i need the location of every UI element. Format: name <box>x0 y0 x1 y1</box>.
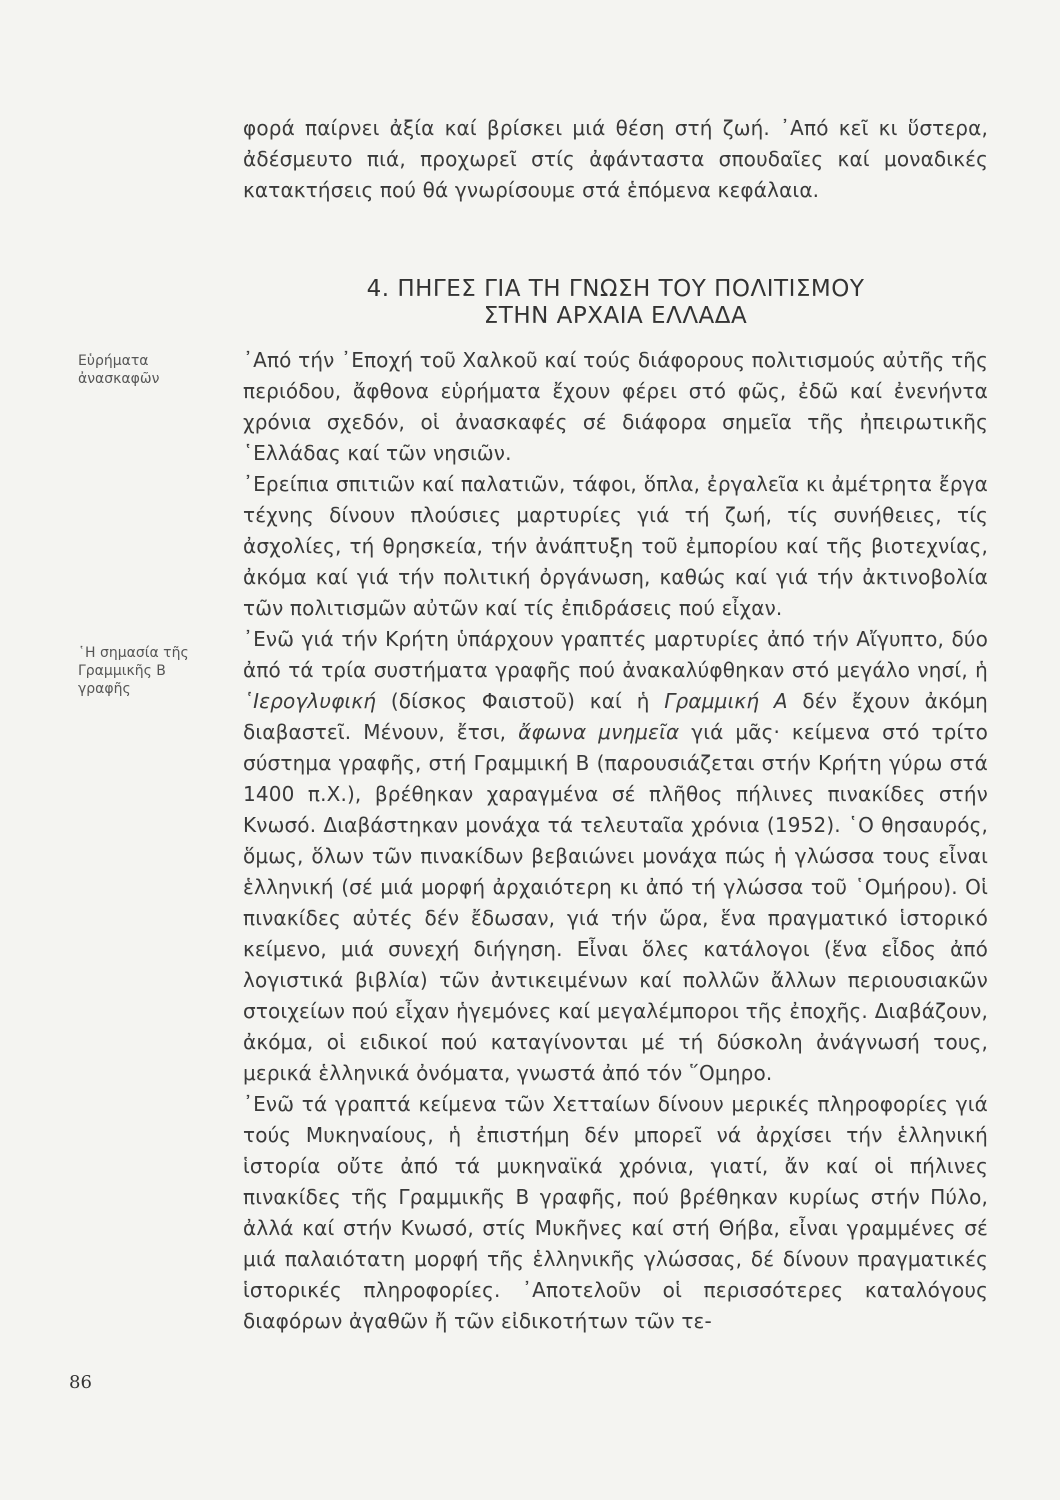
intro-text <box>243 113 988 206</box>
p3-text-d: γιά μᾶς· κείμενα στό τρίτο σύστημα γραφῆς, στή Γραμμική Β (παρουσιάζεται στήν Κρήτη γύρω στά 1400 π.Χ.), βρέθηκαν χαραγμένα σέ πλῆθος πήλινες πινακίδες στήν Κνωσό. Διαβάστηκαν μονάχα τά τελευταῖα χρόνια (1952). ῾Ο θησαυρός, ὅμως, ὅλων τῶν πινακίδων βεβαιώνει μονάχα πώς ἡ γλώσσα τους εἶναι ἑλληνική (σέ μιά μορφή ἀρχαιότερη κι ἀπό τή γλώσσα τοῦ ῾Ομήρου). Οἱ πινακίδες αὐτές δέν ἔδωσαν, γιά τήν ὥρα, ἕνα πραγματικό ἱστορικό κείμενο, μιά συνεχή διήγηση. Εἶναι ὅλες κατάλογοι (ἕνα εἶδος ἀπό λογιστικά βιβλία) τῶν ἀντικειμένων καί πολλῶν ἄλλων περιουσιακῶν στοιχείων πού εἶχαν ἡγεμόνες καί μεγαλέμποροι τῆς ἐποχῆς. Διαβάζουν, ἀκόμα, οἱ ειδικοί πού καταγίνονται μέ τή δύσκολη ἀνάγνωσή τους, μερικά ἑλληνικά ὀνόματα, γνωστά ἀπό τόν ῞Ομηρο. <box>243 720 988 1085</box>
p3-text-c: δέν ἔχουν ἀκόμη διαβαστεῖ. Μένουν, ἔτσι, <box>243 689 988 744</box>
p3-text-b: (δίσκος Φαιστοῦ) καί ἡ <box>376 689 665 713</box>
section-heading <box>243 276 988 330</box>
p3-emphasis-hieroglyphic: ῾Ιερογλυφική <box>243 689 377 713</box>
section-heading-line1: 4. ΠΗΓΕΣ ΓΙΑ ΤΗ ΓΝΩΣΗ ΤΟΥ ΠΟΛΙΤΙΣΜΟΥ <box>366 276 865 302</box>
body-paragraph-4: ᾿Ενῶ τά γραπτά κείμενα τῶν Χετταίων δίνουν μερικές πληροφορίες γιά τούς Μυκηναίους, ἡ ἐπιστήμη δέν μπορεῖ νά ἀρχίσει τήν ἑλληνική ἱστορία οὔτε ἀπό τά μυκηναϊκά χρόνια, γιατί, ἄν καί οἱ πήλινες πινακίδες τῆς Γραμμικῆς Β γραφῆς, πού βρέθηκαν κυρίως στήν Πύλο, ἀλλά καί στήν Κνωσό, στίς Μυκῆνες καί στή Θήβα, εἶναι γραμμένες σέ μιά παλαιότατη μορφή τῆς ἑλληνικῆς γλώσσας, δέ δίνουν πραγματικές ἱστορικές πληροφορίες. ᾿Αποτελοῦν οἱ περισσότερες καταλόγους διαφόρων ἀγαθῶν ἤ τῶν εἰδικοτήτων τῶν τε- <box>243 1092 988 1333</box>
page-number: 86 <box>69 1372 92 1393</box>
section-body <box>243 345 988 1337</box>
p3-text-a: ᾿Ενῶ γιά τήν Κρήτη ὑπάρχουν γραπτές μαρτυρίες ἀπό τήν Αἴγυπτο, δύο ἀπό τά τρία συστήματα γραφῆς πού ἀνακαλύφθηκαν στό μεγάλο νησί, ἡ <box>243 627 988 682</box>
p3-emphasis-mute-monuments: ἄφωνα μνημεῖα <box>518 720 680 744</box>
margin-note-linear-b: ῾Η σημασία τῆς Γραμμικῆς Β γραφῆς <box>78 645 189 697</box>
section-heading-line2: ΣΤΗΝ ΑΡΧΑΙΑ ΕΛΛΑΔΑ <box>483 303 748 329</box>
body-paragraph-3 <box>243 624 988 1089</box>
body-paragraph-2: ᾿Ερείπια σπιτιῶν καί παλατιῶν, τάφοι, ὅπλα, ἐργαλεῖα κι ἀμέτρητα ἔργα τέχνης δίνουν πλούσιες μαρτυρίες γιά τή ζωή, τίς συνήθειες, τίς ἀσχολίες, τή θρησκεία, τήν ἀνάπτυξη τοῦ ἐμπορίου καί τῆς βιοτεχνίας, ἀκόμα καί γιά τήν πολιτική ὀργάνωση, καθώς καί γιά τήν ἀκτινοβολία τῶν πολιτισμῶν αὐτῶν καί τίς ἐπιδράσεις πού εἶχαν. <box>243 472 988 620</box>
margin-note-excavation-finds: Εὑρήματα ἀνασκαφῶν <box>78 353 160 387</box>
intro-paragraph: φορά παίρνει ἀξία καί βρίσκει μιά θέση στή ζωή. ᾿Από κεῖ κι ὕστερα, ἀδέσμευτο πιά, προχωρεῖ στίς ἀφάνταστα σπουδαῖες καί μοναδικές κατακτήσεις πού θά γνωρίσουμε στά ἑπόμενα κεφάλαια. <box>243 116 988 202</box>
body-paragraph-1: ᾿Από τήν ᾿Εποχή τοῦ Χαλκοῦ καί τούς διάφορους πολιτισμούς αὐτῆς τῆς περιόδου, ἄφθονα εὑρήματα ἔχουν φέρει στό φῶς, ἐδῶ καί ἐνενήντα χρόνια σχεδόν, οἱ ἀνασκαφές σέ διάφορα σημεῖα τῆς ἠπειρωτικῆς ῾Ελλάδας καί τῶν νησιῶν. <box>243 348 988 465</box>
p3-emphasis-linear-a: Γραμμική Α <box>664 689 788 713</box>
